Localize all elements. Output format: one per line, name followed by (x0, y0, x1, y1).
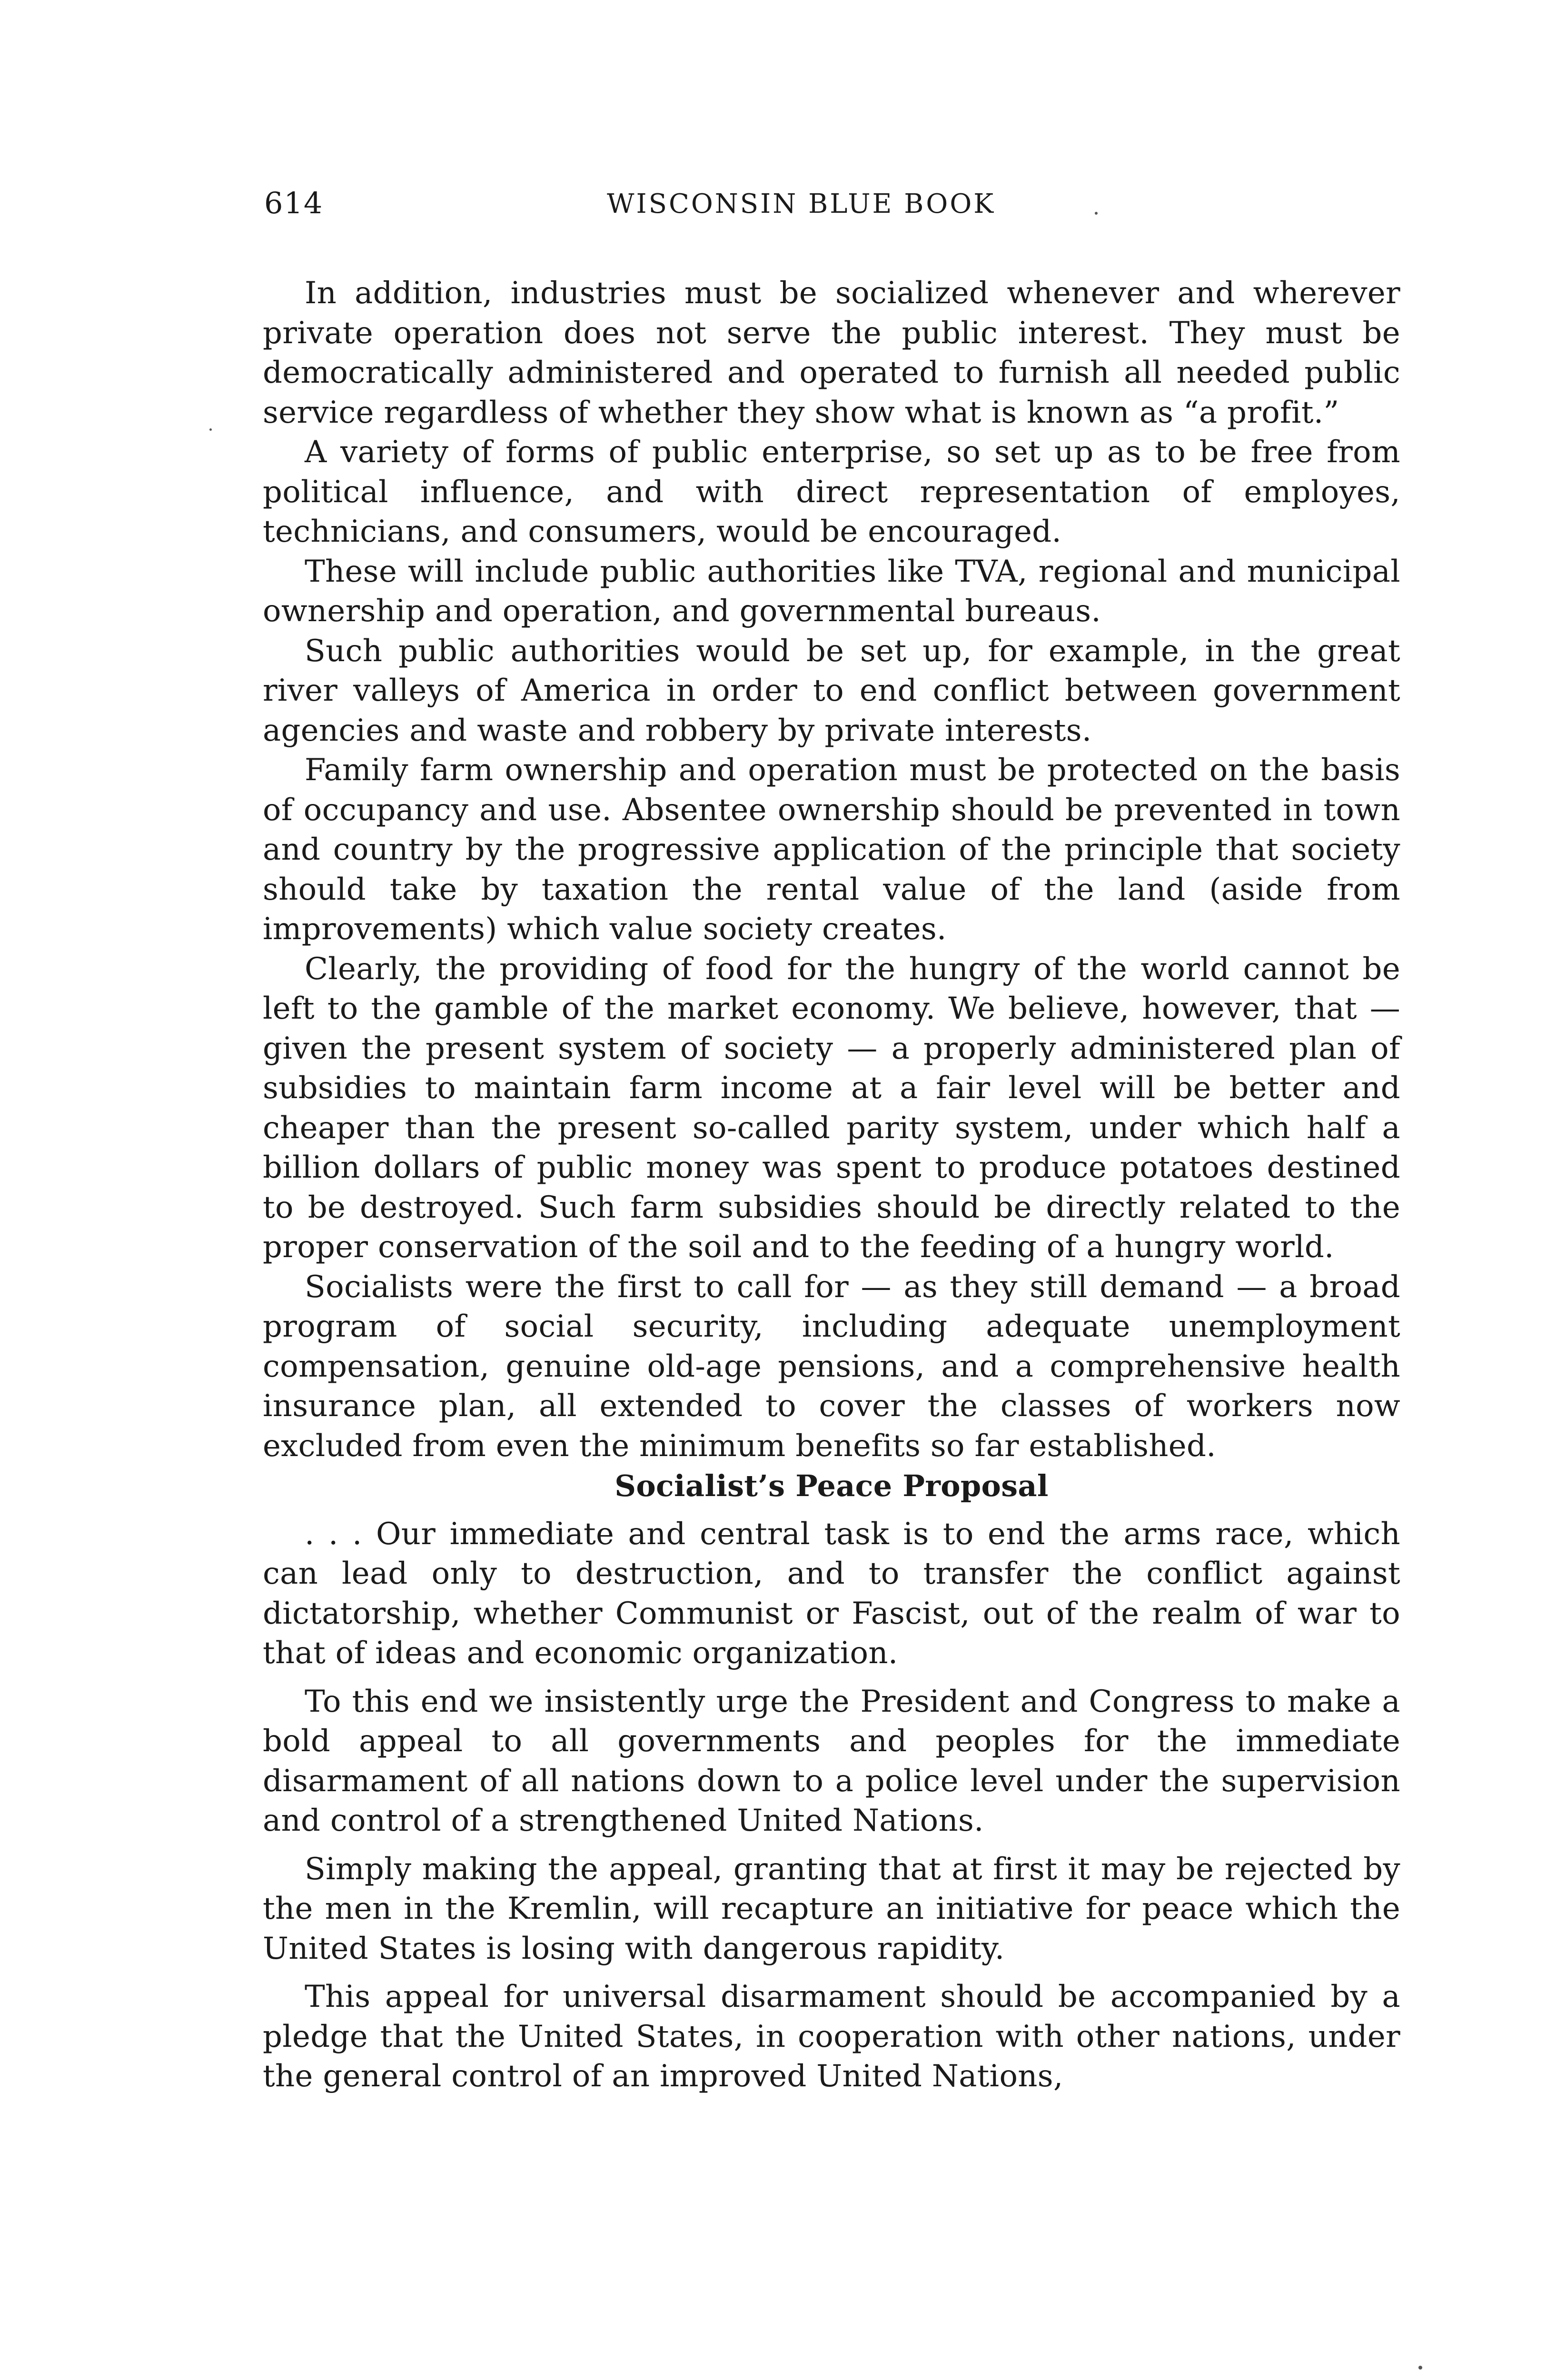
paragraph: In addition, industries must be socialized whenever and wherever private operation does not serve the public interest. They must be democratically administered and operated to furnish all needed public service regardless of whether they show what is known as “a profit.” (263, 276, 1400, 430)
paragraph: Simply making the appeal, granting that at first it may be rejected by the men in the Kremlin, will recapture an initiative for peace which the United States is losing with dangerous rapidity. (263, 1851, 1400, 1966)
running-head: WISCONSIN BLUE BOOK (607, 188, 996, 219)
peace-proposal-section (263, 1466, 1400, 2097)
paragraph: A variety of forms of public enterprise, so set up as to be free from political influence, and with direct representation of employes, technicians, and consumers, would be encouraged. (263, 435, 1400, 549)
scan-speck (1418, 2366, 1422, 2370)
paragraph: To this end we insistently urge the President and Congress to make a bold appeal to all governments and peoples for the immediate disarmament of all nations down to a police level under the supervision and control of a strengthened United Nations. (263, 1684, 1400, 1838)
section-heading: Socialist’s Peace Proposal (614, 1468, 1049, 1503)
paragraph: This appeal for universal disarmament should be accompanied by a pledge that the United States, in cooperation with other nations, under the general control of an improved United Nations, (263, 1979, 1400, 2094)
paragraph: Such public authorities would be set up, for example, in the great river valleys of America in order to end conflict between government agencies and waste and robbery by private interests. (263, 633, 1400, 748)
page-number: 614 (264, 186, 324, 220)
paragraph: These will include public authorities like TVA, regional and municipal ownership and operation, and governmental bureaus. (263, 554, 1400, 629)
paragraph: Family farm ownership and operation must be protected on the basis of occupancy and use. Absentee ownership should be prevented in town and country by the progressive application of the principle that society should take by taxation the rental value of the land (aside from improvements) which value society creates. (263, 753, 1400, 947)
paragraph: Clearly, the providing of food for the hungry of the world cannot be left to the gamble of the market economy. We believe, however, that — given the present system of society — a properly administered plan of subsidies to maintain farm income at a fair level will be better and cheaper than the present so-called parity system, under which half a billion dollars of public money was spent to produce potatoes destined to be destroyed. Such farm subsidies should be directly related to the proper conservation of the soil and to the feeding of a hungry world. (263, 951, 1400, 1265)
page-header (264, 186, 1126, 233)
paragraph: . . . Our immediate and central task is to end the arms race, which can lead only to destruction, and to transfer the conflict against dictatorship, whether Communist or Fascist, out of the realm of war to that of ideas and economic organization. (263, 1516, 1400, 1671)
scan-speck (209, 428, 212, 431)
paragraph: Socialists were the first to call for — as they still demand — a broad program of social security, including adequate unemployment compensation, genuine old-age pensions, and a comprehensive health insurance plan, all extended to cover the classes of workers now excluded from even the minimum benefits so far established. (263, 1269, 1400, 1464)
scan-speck (1095, 212, 1098, 215)
body-text (263, 274, 1400, 2105)
